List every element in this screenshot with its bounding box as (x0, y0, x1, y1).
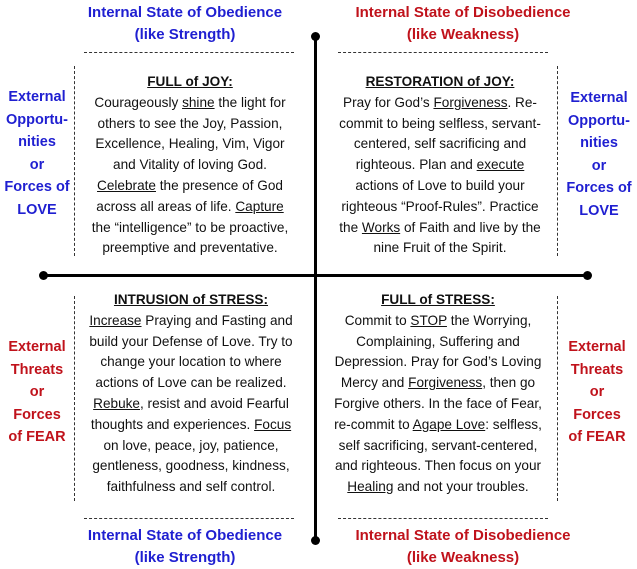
emphasis-text: execute (476, 157, 525, 173)
body-text: Pray for God’s (343, 94, 434, 110)
body-text: , then go Forgive others. In the face of Fear, re-commit to (334, 375, 542, 432)
body-text: the presence of God across all areas of life. (96, 177, 283, 214)
emphasis-text: STOP (410, 312, 447, 328)
side-line: or (29, 384, 45, 400)
quadrant-title: FULL of STRESS: (381, 292, 495, 307)
side-line: External (8, 89, 66, 105)
divider (84, 52, 294, 53)
body-text: : selfless, self sacrificing, servant-centered, and righteous. Then focus on your (334, 416, 542, 474)
divider (74, 296, 75, 501)
body-text: . Re-commit to being selfless, servant-centered, self sacrificing and righteous. Plan and (339, 94, 541, 173)
side-line: External (8, 339, 66, 355)
quadrant-body (335, 93, 545, 259)
body-text: the “intelligence” to be proactive, preemptive and preventative. (91, 219, 289, 256)
body-text: Courageously (94, 94, 183, 110)
side-line: Opportu- (567, 112, 630, 129)
emphasis-text: Forgiveness (433, 94, 508, 110)
bottom-left-header-line1: Internal State of Obedience (87, 527, 283, 544)
right-bottom-side-label (560, 336, 634, 449)
divider (84, 518, 294, 519)
bottom-left-header-line2: (like Strength) (134, 549, 236, 566)
emphasis-text: Focus (254, 416, 292, 432)
quadrant-body (331, 311, 545, 498)
quadrant-title: INTRUSION of STRESS: (113, 292, 269, 307)
emphasis-text: Celebrate (97, 177, 156, 193)
vertical-axis (314, 37, 317, 539)
right-top-side-label (562, 87, 636, 222)
bottom-right-header-line2: (like Weakness) (406, 549, 520, 566)
bottom-right-header (318, 525, 608, 569)
side-line: or (589, 384, 605, 400)
emphasis-text: Rebuke (93, 395, 140, 411)
emphasis-text: Agape Love (412, 416, 486, 432)
side-line: Opportu- (5, 111, 68, 128)
side-line: LOVE (579, 202, 619, 219)
quadrant-body (85, 93, 295, 259)
body-text: on love, peace, joy, patience, gentleness, goodness, kindness, faithfulness and self control. (92, 437, 290, 495)
emphasis-text: Healing (347, 479, 394, 495)
divider (74, 66, 75, 256)
side-line: LOVE (17, 201, 57, 218)
side-line: nities (18, 134, 56, 150)
quadrant-intrusion-of-stress (84, 290, 298, 498)
body-text: Commit to (344, 312, 411, 328)
bottom-left-header (60, 525, 310, 569)
side-line: External (570, 90, 628, 106)
axis-dot-top (311, 32, 320, 41)
body-text: and not your troubles. (393, 479, 529, 495)
side-line: Forces (573, 406, 621, 423)
body-text: actions of Love to build your righteous “Proof-Rules”. Practice the (339, 177, 539, 235)
quadrant-body (84, 311, 298, 498)
body-text: , resist and avoid Fearful thoughts and experiences. (90, 395, 289, 432)
emphasis-text: Forgiveness (408, 375, 483, 391)
divider (338, 518, 548, 519)
emphasis-text: Increase (89, 312, 142, 328)
side-line: Threats (570, 361, 624, 378)
axis-dot-bottom (311, 536, 320, 545)
divider (557, 66, 558, 256)
body-text: the light for others to see the Joy, Passion, Excellence, Healing, Vim, Vigor and Vitality of loving God. (95, 94, 286, 173)
bottom-right-header-line1: Internal State of Disobedience (355, 527, 571, 544)
side-line: or (591, 157, 607, 174)
top-left-header (60, 2, 310, 46)
top-right-header-line2: (like Weakness) (406, 26, 520, 43)
divider (338, 52, 548, 53)
top-right-header-line1: Internal State of Disobedience (355, 4, 571, 21)
left-top-side-label (0, 86, 74, 221)
quadrant-full-of-joy (85, 72, 295, 259)
side-line: Forces (13, 406, 61, 423)
quadrant-restoration-of-joy (335, 72, 545, 259)
side-line: Forces of (4, 179, 70, 195)
top-right-header (318, 2, 608, 46)
top-left-header-line2: (like Strength) (134, 26, 236, 43)
emphasis-text: Works (361, 219, 401, 235)
body-text: Praying and Fasting and build your Defense of Love. Try to change your location to where actions of Love can be realized. (89, 312, 293, 391)
emphasis-text: shine (182, 94, 215, 110)
divider (557, 296, 558, 501)
top-left-header-line1: Internal State of Obedience (87, 4, 283, 21)
side-line: Forces of (566, 180, 632, 196)
side-line: External (568, 339, 626, 355)
quadrant-full-of-stress (331, 290, 545, 498)
axis-dot-left (39, 271, 48, 280)
side-line: Threats (10, 361, 64, 378)
left-bottom-side-label (0, 336, 74, 449)
axis-dot-right (583, 271, 592, 280)
side-line: or (29, 156, 45, 173)
side-line: of FEAR (8, 429, 66, 445)
body-text: the Worrying, Complaining, Suffering and Depression. Pray for God’s Loving Mercy and (334, 312, 542, 391)
emphasis-text: Capture (235, 198, 284, 214)
side-line: nities (580, 135, 618, 151)
side-line: of FEAR (568, 429, 626, 445)
quadrant-title: FULL of JOY: (147, 74, 233, 89)
body-text: of Faith and live by the nine Fruit of the Spirit. (373, 219, 541, 256)
quadrant-title: RESTORATION of JOY: (365, 74, 515, 89)
